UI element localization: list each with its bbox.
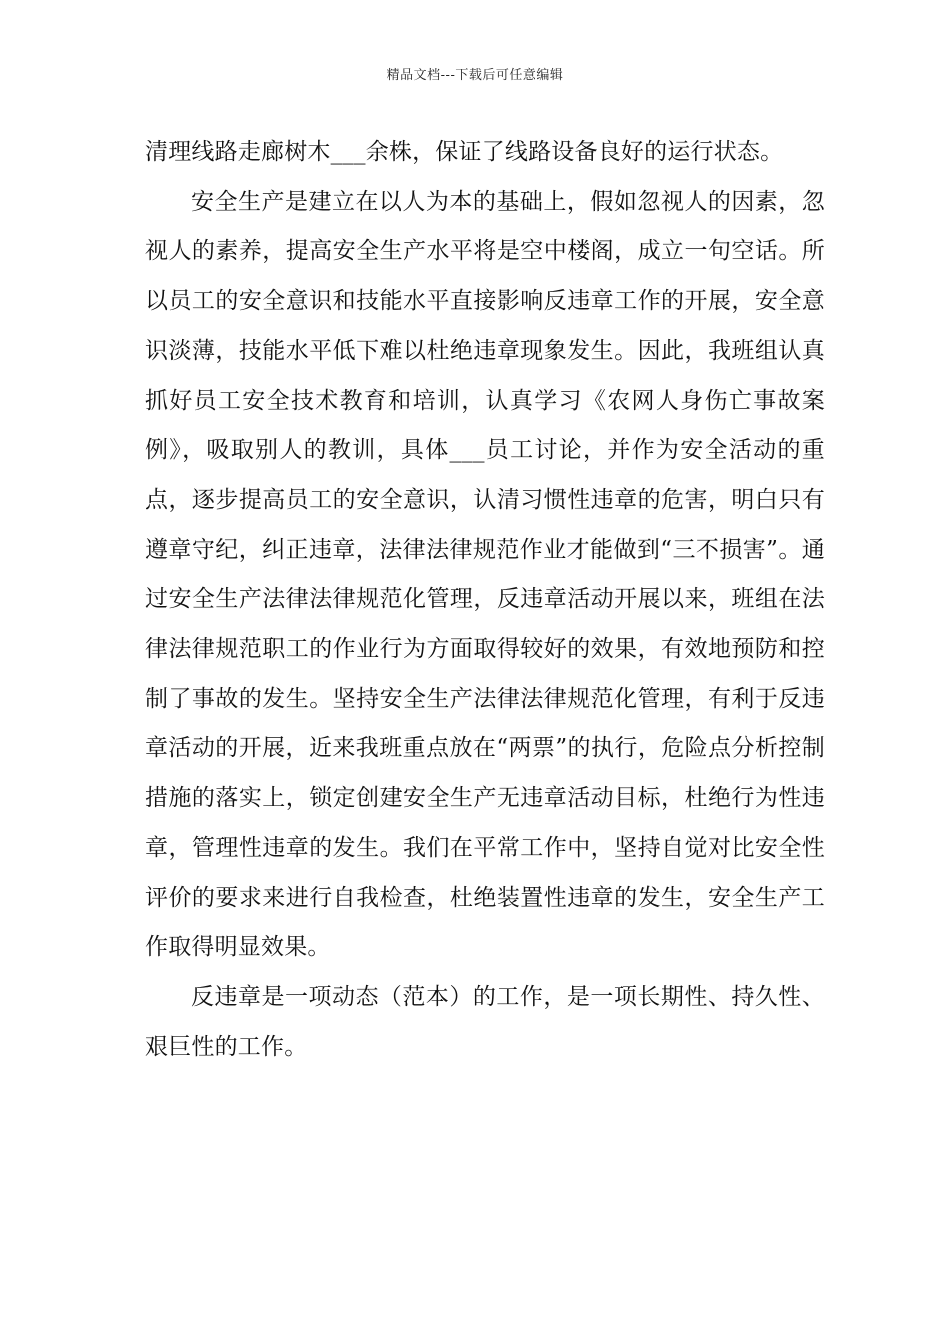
paragraph-3: 反违章是一项动态（范本）的工作，是一项长期性、持久性、艰巨性的工作。 (145, 983, 825, 1060)
document-body (145, 128, 825, 1072)
paragraph-1: 清理线路走廊树木___余株，保证了线路设备良好的运行状态。 (145, 139, 784, 165)
paragraph-2: 安全生产是建立在以人为本的基础上，假如忽视人的因素，忽视人的素养，提高安全生产水平将是空中楼阁，成立一句空话。所以员工的安全意识和技能水平直接影响反违章工作的开展，安全意识淡薄，技能水平低下难以杜绝违章现象发生。因此，我班组认真抓好员工安全技术教育和培训，认真学习《农网人身伤亡事故案例》，吸取别人的教训，具体___员工讨论，并作为安全活动的重点，逐步提高员工的安全意识，认清习惯性违章的危害，明白只有遵章守纪，纠正违章，法律法律规范作业才能做到“三不损害”。通过安全生产法律法律规范化管理，反违章活动开展以来，班组在法律法律规范职工的作业行为方面取得较好的效果，有效地预防和控制了事故的发生。坚持安全生产法律法律规范化管理，有利于反违章活动的开展，近来我班重点放在“两票”的执行，危险点分析控制措施的落实上，锁定创建安全生产无违章活动目标，杜绝行为性违章，管理性违章的发生。我们在平常工作中，坚持自觉对比安全性评价的要求来进行自我检查，杜绝装置性违章的发生，安全生产工作取得明显效果。 (145, 188, 825, 961)
page-header: 精品文档---下载后可任意编辑 (386, 68, 564, 83)
